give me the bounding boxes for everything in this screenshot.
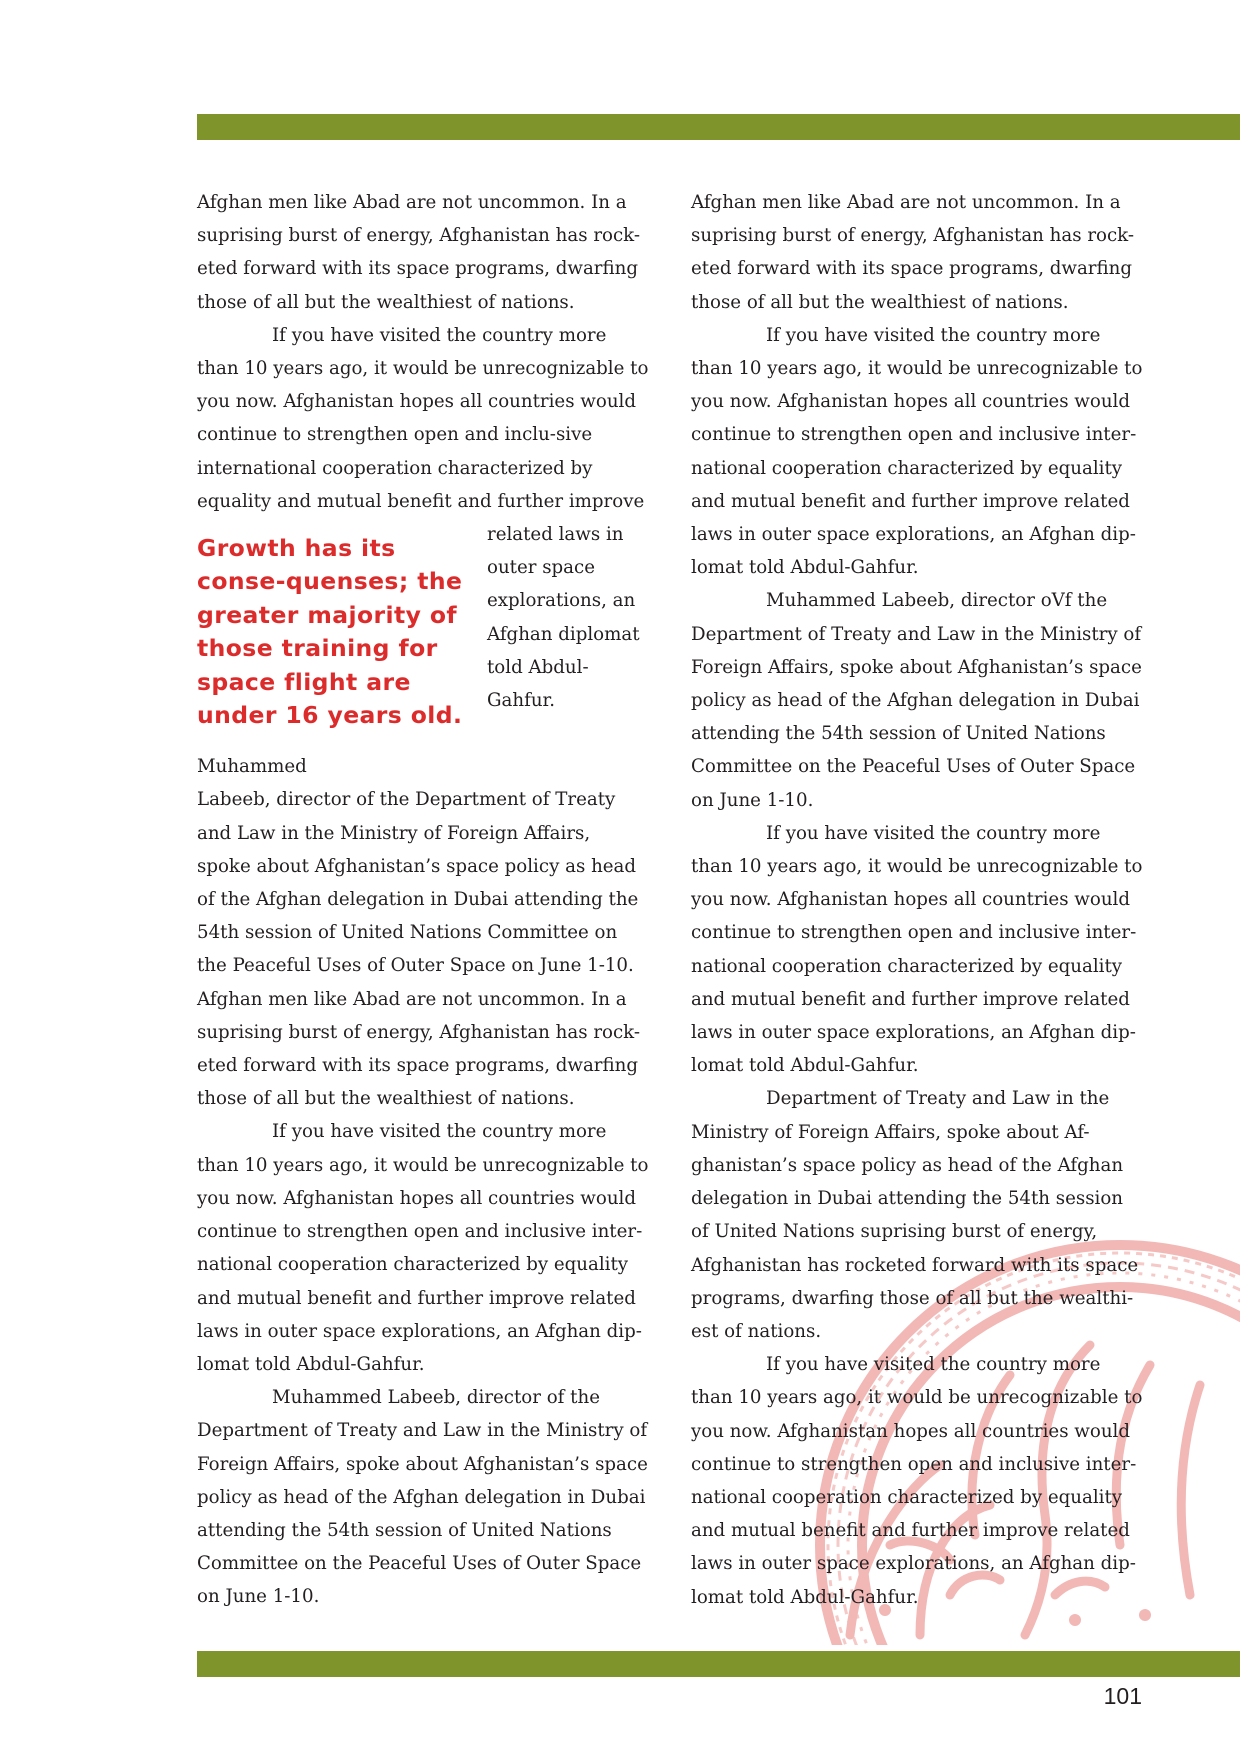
top-accent-bar: [197, 114, 1240, 140]
paragraph: If you have visited the country more than 10 years ago, it would be unrecognizable to you now. Afghanistan hopes all countries would continue to strengthen open and inclusive inter-national cooperation characterized by equality and mutual benefit and further improve related laws in outer space explorations, an Afghan dip-lomat told Abdul-Gahfur.: [197, 1121, 649, 1375]
article-column-left: [197, 186, 649, 1614]
paragraph: If you have visited the country more than 10 years ago, it would be unrecognizable to you now. Afghanistan hopes all countries would continue to strengthen open and inclusive inter-national cooperation characterized by equality and mutual benefit and further improve related laws in outer space explorations, an Afghan dip-lomat told Abdul-Gahfur.: [691, 1354, 1143, 1608]
paragraph: Muhammed Labeeb, director oVf the Department of Treaty and Law in the Ministry of Foreign Affairs, spoke about Afghanistan’s space policy as head of the Afghan delegation in Dubai attending the 54th session of United Nations Committee on the Peaceful Uses of Outer Space on June 1-10.: [691, 590, 1142, 811]
paragraph: Afghan men like Abad are not uncommon. In a suprising burst of energy, Afghanistan has rock-eted forward with its space programs, dwarfing those of all but the wealthiest of nations.: [691, 192, 1135, 313]
paragraph: Department of Treaty and Law in the Ministry of Foreign Affairs, spoke about Af-ghanistan’s space policy as head of the Afghan delegation in Dubai attending the 54th session of United Nations suprising burst of energy, Afghanistan has rocketed forward with its space programs, dwarfing those of all but the wealthi-est of nations.: [691, 1088, 1139, 1342]
paragraph-wrapped: Muhammed: [197, 756, 307, 778]
paragraph: Muhammed Labeeb, director of the Department of Treaty and Law in the Ministry of Foreign Affairs, spoke about Afghanistan’s space policy as head of the Afghan delegation in Dubai attending the 54th session of United Nations Committee on the Peaceful Uses of Outer Space on June 1-10.: [197, 1387, 648, 1608]
paragraph-wrapped: related laws in outer space explorations, an Afghan diplomat told Abdul-Gahfur.: [487, 524, 640, 712]
paragraph: If you have visited the country more than 10 years ago, it would be unrecognizable to you now. Afghanistan hopes all countries would continue to strengthen open and inclusive inter-national cooperation characterized by equality and mutual benefit and further improve related laws in outer space explorations, an Afghan dip-lomat told Abdul-Gahfur.: [691, 324, 1143, 579]
paragraph: Labeeb, director of the Department of Treaty and Law in the Ministry of Foreign Affairs, spoke about Afghanistan’s space policy as head of the Afghan delegation in Dubai attending the 54th session of United Nations Committee on the Peaceful Uses of Outer Space on June 1-10. Afghan men like Abad are not uncommon. In a suprising burst of energy, Afghanistan has rock-eted forward with its space programs, dwarfing those of all but the wealthiest of nations.: [197, 789, 641, 1110]
paragraph: If you have visited the country more than 10 years ago, it would be unrecognizable to you now. Afghanistan hopes all countries would continue to strengthen open and inclusive inter-national cooperation characterized by equality and mutual benefit and further improve related laws in outer space explorations, an Afghan dip-lomat told Abdul-Gahfur.: [691, 822, 1143, 1077]
pull-quote: Growth has its conse-quenses; the greater majority of those training for space flight are under 16 years old.: [197, 534, 463, 730]
bottom-accent-bar: [197, 1651, 1240, 1677]
paragraph: Afghan men like Abad are not uncommon. In a suprising burst of energy, Afghanistan has rock-eted forward with its space programs, dwarfing those of all but the wealthiest of nations.: [197, 192, 641, 313]
paragraph: If you have visited the country more than 10 years ago, it would be unrecognizable to you now. Afghanistan hopes all countries would continue to strengthen open and inclu-sive international cooperation characterized by equality and mutual benefit and further improve: [197, 324, 649, 512]
pull-quote-wrap-section: [197, 319, 649, 784]
page-number: 101: [1103, 1683, 1142, 1709]
article-column-right: [691, 186, 1143, 1614]
